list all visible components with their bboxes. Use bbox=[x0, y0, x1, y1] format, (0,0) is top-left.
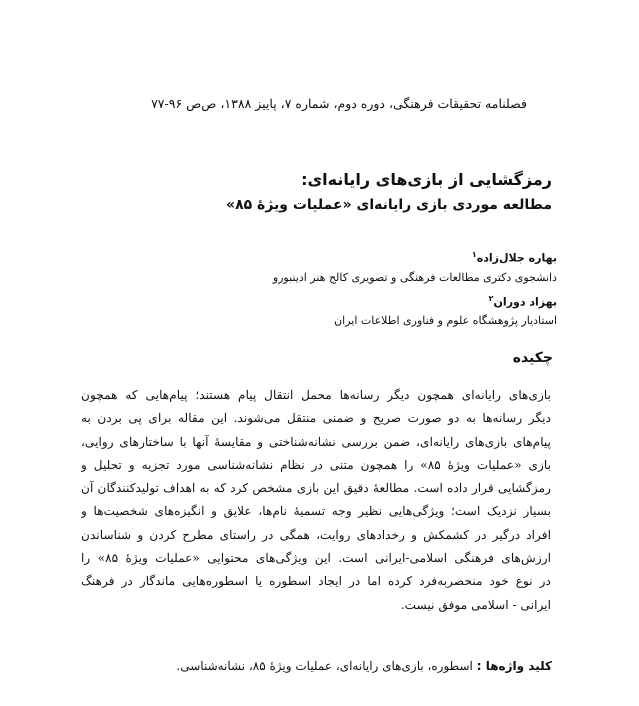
author-name-2 bbox=[60, 291, 557, 311]
abstract-line: ایرانی - اسلامی موفق نیست. bbox=[400, 597, 551, 612]
abstract-line: بازی «عملیات ویژهٔ ۸۵» را همچون متنی در نظام نشانه‌شناسی مورد تجزیه و تحلیل و bbox=[81, 457, 551, 472]
abstract-body bbox=[81, 384, 551, 617]
abstract-line: در نوع خود منحصربه‌فرد کرده اما در ایجاد اسطوره یا اسطوره‌هایی ماندگار در فرهنگ bbox=[81, 574, 551, 589]
abstract-line: بسیار نزدیک است؛ ویژگی‌هایی نظیر وجه تسمیهٔ نام‌ها، علایق و انگیزه‌های شخصیت‌ها و bbox=[81, 504, 551, 519]
abstract-line: بازی‌های رایانه‌ای همچون دیگر رسانه‌ها محمل انتقال پیام هستند؛ پیام‌هایی که همچون bbox=[81, 388, 551, 402]
article-subtitle: مطالعه موردی بازی رایانه‌ای «عملیات ویژهٔ ۸۵» bbox=[226, 197, 552, 213]
article-title: رمزگشایی از بازی‌های رایانه‌ای: bbox=[301, 170, 552, 189]
author-footnote-2: ۲ bbox=[488, 293, 494, 303]
author-affiliation-1: دانشجوی دکتری مطالعات فرهنگی و تصویری کالج هنر ادینبورو bbox=[272, 270, 557, 284]
abstract-line: افراد درگیر در کشمکش و رخدادهای روایت، همگی در راستای مطرح کردن و شناساندن bbox=[81, 527, 551, 542]
author-footnote-1: ۱ bbox=[471, 250, 477, 259]
author-affiliation-2: استادیار پژوهشگاه علوم و فناوری اطلاعات ایران bbox=[334, 314, 557, 328]
keywords bbox=[60, 656, 552, 676]
keywords-text: اسطوره، بازی‌های رایانه‌ای، عملیات ویژهٔ ۸۵، نشانه‌شناسی. bbox=[176, 659, 473, 673]
author-name-1 bbox=[60, 247, 557, 267]
abstract-line: پیام‌های بازی‌های رایانه‌ای، ضمن بررسی نشانه‌شناختی و مقایسهٔ آنها با ساختارهای روایی، bbox=[81, 434, 551, 449]
authors-block bbox=[60, 247, 557, 334]
abstract-line: رمزگشایی قرار داده است. مطالعهٔ دقیق این بازی مشخص کرد که به اهداف تولیدکنندگان آن bbox=[81, 481, 551, 496]
author-name-2-text: بهزاد دوران bbox=[493, 295, 557, 309]
journal-citation: فصلنامه تحقیقات فرهنگی، دوره دوم، شماره ۷، پاییز ۱۳۸۸، ص‌ص ۹۶-۷۷ bbox=[151, 96, 527, 111]
author-name-1-text: بهاره جلال‌زاده bbox=[476, 251, 557, 265]
abstract-line: ارزش‌های فرهنگی اسلامی-ایرانی است. این ویژگی‌های محتوایی «عملیات ویژهٔ ۸۵» را bbox=[81, 551, 551, 566]
abstract-line: دیگر رسانه‌ها به دو صورت صریح و ضمنی منتقل می‌شوند. این مقاله برای پی بردن به bbox=[81, 411, 551, 426]
title-block bbox=[60, 170, 552, 216]
abstract-heading: چکیده bbox=[512, 350, 553, 366]
keywords-label: کلید واژه‌ها : bbox=[476, 659, 552, 673]
